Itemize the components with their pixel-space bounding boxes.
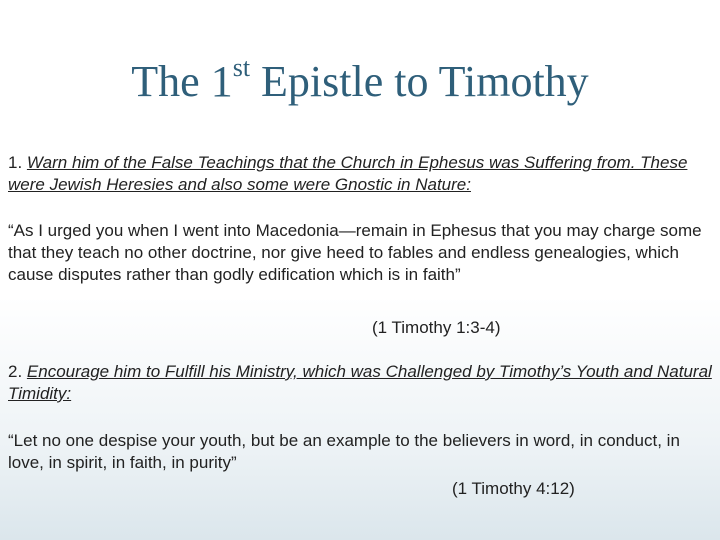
quote-1: “As I urged you when I went into Macedonia—remain in Ephesus that you may charge some that they teach no other doctrine, nor give heed to fables and endless genealogies, which cause disputes rather than godly edification which is in faith” [8,221,702,284]
citation-1: (1 Timothy 1:3-4) [372,318,501,337]
point-1-number: 1. [8,153,27,172]
point-2 [8,361,712,405]
point-1 [8,152,712,196]
slide-title [0,53,720,106]
title-text-post: Epistle to Timothy [250,57,589,106]
point-2-heading: Encourage him to Fulfill his Ministry, which was Challenged by Timothy’s Youth and Natural Timidity: [8,362,712,403]
point-2-number: 2. [8,362,27,381]
title-superscript: st [232,53,251,83]
title-text-pre: The 1 [131,57,233,106]
quote-2: “Let no one despise your youth, but be an example to the believers in word, in conduct, in love, in spirit, in faith, in purity” [8,431,680,472]
citation-2: (1 Timothy 4:12) [452,479,575,498]
point-1-heading: Warn him of the False Teachings that the Church in Ephesus was Suffering from. These were Jewish Heresies and also some were Gnostic in Nature: [8,153,688,194]
